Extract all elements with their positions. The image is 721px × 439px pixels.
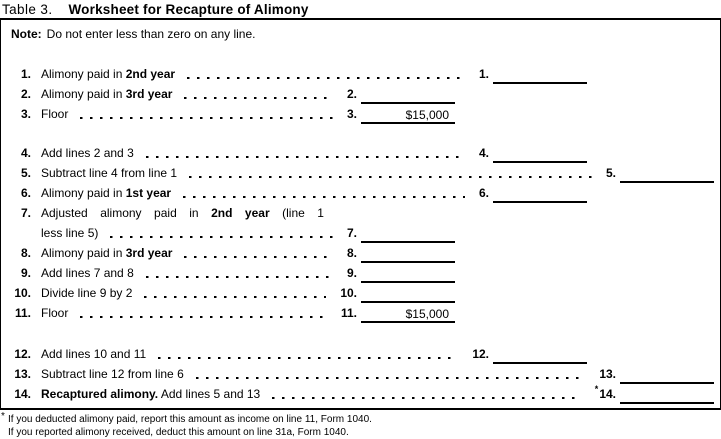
row-number: 14. — [14, 387, 31, 401]
row-label: Add lines 7 and 8 — [41, 266, 134, 280]
line-11-entry-blank[interactable] — [361, 305, 455, 323]
worksheet-row-10 — [7, 283, 455, 303]
preset-floor-value: $15,000 — [405, 108, 449, 122]
answer-number: 2. — [346, 87, 357, 101]
answer-entry — [599, 364, 714, 384]
footnote-line-2: If you reported alimony received, deduct this amount on line 31a, Form 1040. — [8, 427, 349, 438]
worksheet-row-11 — [7, 303, 455, 323]
answer-number: 5. — [605, 166, 616, 180]
dot-leader — [272, 397, 581, 400]
dot-leader — [183, 196, 465, 199]
answer-entry — [479, 183, 587, 203]
footnote-line-1: * If you deducted alimony paid, report this amount as income on line 11, Form 1040. — [1, 411, 372, 425]
answer-entry — [340, 283, 455, 303]
answer-number: 3. — [346, 107, 357, 121]
row-number: 10. — [14, 286, 31, 300]
worksheet-row-6 — [7, 183, 587, 203]
row-label: Alimony paid in 2nd year — [41, 67, 176, 81]
line-3-entry-blank[interactable] — [361, 106, 455, 124]
row-number: 13. — [14, 367, 31, 381]
row-label: Alimony paid in 3rd year — [41, 246, 173, 260]
row-label: Adjusted alimony paid in 2nd year (line 1 — [41, 206, 324, 220]
worksheet-row-13 — [7, 364, 714, 384]
line-9-entry-blank[interactable] — [361, 265, 455, 283]
table-number: Table 3. — [2, 2, 53, 17]
row-label: Add lines 2 and 3 — [41, 146, 134, 160]
section-gap — [7, 124, 720, 143]
line-10-entry-blank[interactable] — [361, 285, 455, 303]
answer-entry — [347, 84, 455, 104]
row-label: Recaptured alimony. Add lines 5 and 13 — [41, 387, 261, 401]
dot-leader — [80, 117, 333, 120]
answer-entry — [347, 243, 455, 263]
answer-number: 10. — [340, 286, 357, 300]
line-12-entry-blank[interactable] — [493, 346, 587, 364]
worksheet-rows — [7, 64, 720, 404]
dot-leader — [144, 296, 326, 299]
row-number: 9. — [20, 266, 31, 280]
row-number: 11. — [14, 306, 31, 320]
line-1-entry-blank[interactable] — [493, 66, 587, 84]
row-label: Floor — [41, 306, 69, 320]
note-label: Note: — [11, 27, 42, 41]
line-7-entry-blank[interactable] — [361, 225, 455, 243]
dot-leader — [146, 156, 465, 159]
dot-leader — [187, 77, 465, 80]
row-label-line-2 — [7, 223, 455, 243]
line-6-entry-blank[interactable] — [493, 185, 587, 203]
footnote — [0, 413, 721, 439]
worksheet-row-8 — [7, 243, 455, 263]
worksheet-row-14 — [7, 384, 714, 404]
answer-entry — [347, 223, 455, 243]
answer-entry — [479, 143, 587, 163]
line-13-entry-blank[interactable] — [620, 366, 714, 384]
row-label: Alimony paid in 1st year — [41, 186, 172, 200]
line-5-entry-blank[interactable] — [620, 165, 714, 183]
dot-leader — [146, 276, 333, 279]
preset-floor-value: $15,000 — [405, 307, 449, 321]
table-title — [0, 0, 721, 16]
row-number: 12. — [14, 347, 31, 361]
row-label-continuation: less line 5) — [41, 226, 99, 240]
row-number: 7. — [20, 206, 31, 220]
worksheet-row-5 — [7, 163, 714, 183]
worksheet-row-12 — [7, 344, 587, 364]
answer-number: 8. — [346, 246, 357, 260]
worksheet-row-4 — [7, 143, 587, 163]
table-title-text: Worksheet for Recapture of Alimony — [68, 2, 309, 17]
answer-number: 6. — [478, 186, 489, 200]
row-label: Add lines 10 and 11 — [41, 347, 147, 361]
row-number: 1. — [20, 67, 31, 81]
answer-entry — [347, 263, 455, 283]
row-number: 4. — [20, 146, 31, 160]
answer-number: 13. — [599, 367, 616, 381]
answer-number: 11. — [340, 306, 357, 320]
note-text: Do not enter less than zero on any line. — [46, 27, 256, 41]
answer-number: 7. — [346, 226, 357, 240]
row-label: Alimony paid in 3rd year — [41, 87, 173, 101]
answer-number: 4. — [478, 146, 489, 160]
line-4-entry-blank[interactable] — [493, 145, 587, 163]
section-gap — [7, 323, 720, 344]
row-number: 3. — [20, 107, 31, 121]
row-number: 2. — [20, 87, 31, 101]
row-label-line-1 — [7, 203, 720, 223]
row-label: Floor — [41, 107, 69, 121]
worksheet-row-2 — [7, 84, 455, 104]
row-label: Subtract line 4 from line 1 — [41, 166, 178, 180]
dot-leader — [110, 236, 333, 239]
asterisk-marker: * — [1, 411, 5, 422]
footnote-asterisk: * — [594, 384, 599, 394]
answer-number: 1. — [478, 67, 489, 81]
answer-number: 12. — [472, 347, 489, 361]
line-14-entry-blank[interactable] — [620, 386, 714, 404]
dot-leader — [184, 97, 333, 100]
note — [11, 26, 720, 42]
dot-leader — [158, 357, 458, 360]
dot-leader — [196, 377, 586, 380]
worksheet-box — [0, 18, 721, 410]
row-number: 8. — [20, 246, 31, 260]
answer-entry — [606, 163, 714, 183]
worksheet-row-3 — [7, 104, 455, 124]
row-number: 6. — [20, 186, 31, 200]
answer-number: 9. — [346, 266, 357, 280]
answer-entry — [347, 104, 455, 124]
worksheet-row-9 — [7, 263, 455, 283]
row-label: Subtract line 12 from line 6 — [41, 367, 184, 381]
answer-number: *14. — [594, 384, 616, 401]
answer-entry — [595, 384, 714, 404]
worksheet-row-1 — [7, 64, 587, 84]
dot-leader — [80, 316, 327, 319]
worksheet-row-7 — [7, 203, 720, 243]
row-label: Divide line 9 by 2 — [41, 286, 133, 300]
answer-entry — [341, 303, 455, 323]
line-8-entry-blank[interactable] — [361, 245, 455, 263]
answer-entry — [472, 344, 587, 364]
dot-leader — [189, 176, 592, 179]
row-number: 5. — [20, 166, 31, 180]
dot-leader — [184, 256, 333, 259]
line-2-entry-blank[interactable] — [361, 86, 455, 104]
answer-entry — [479, 64, 587, 84]
